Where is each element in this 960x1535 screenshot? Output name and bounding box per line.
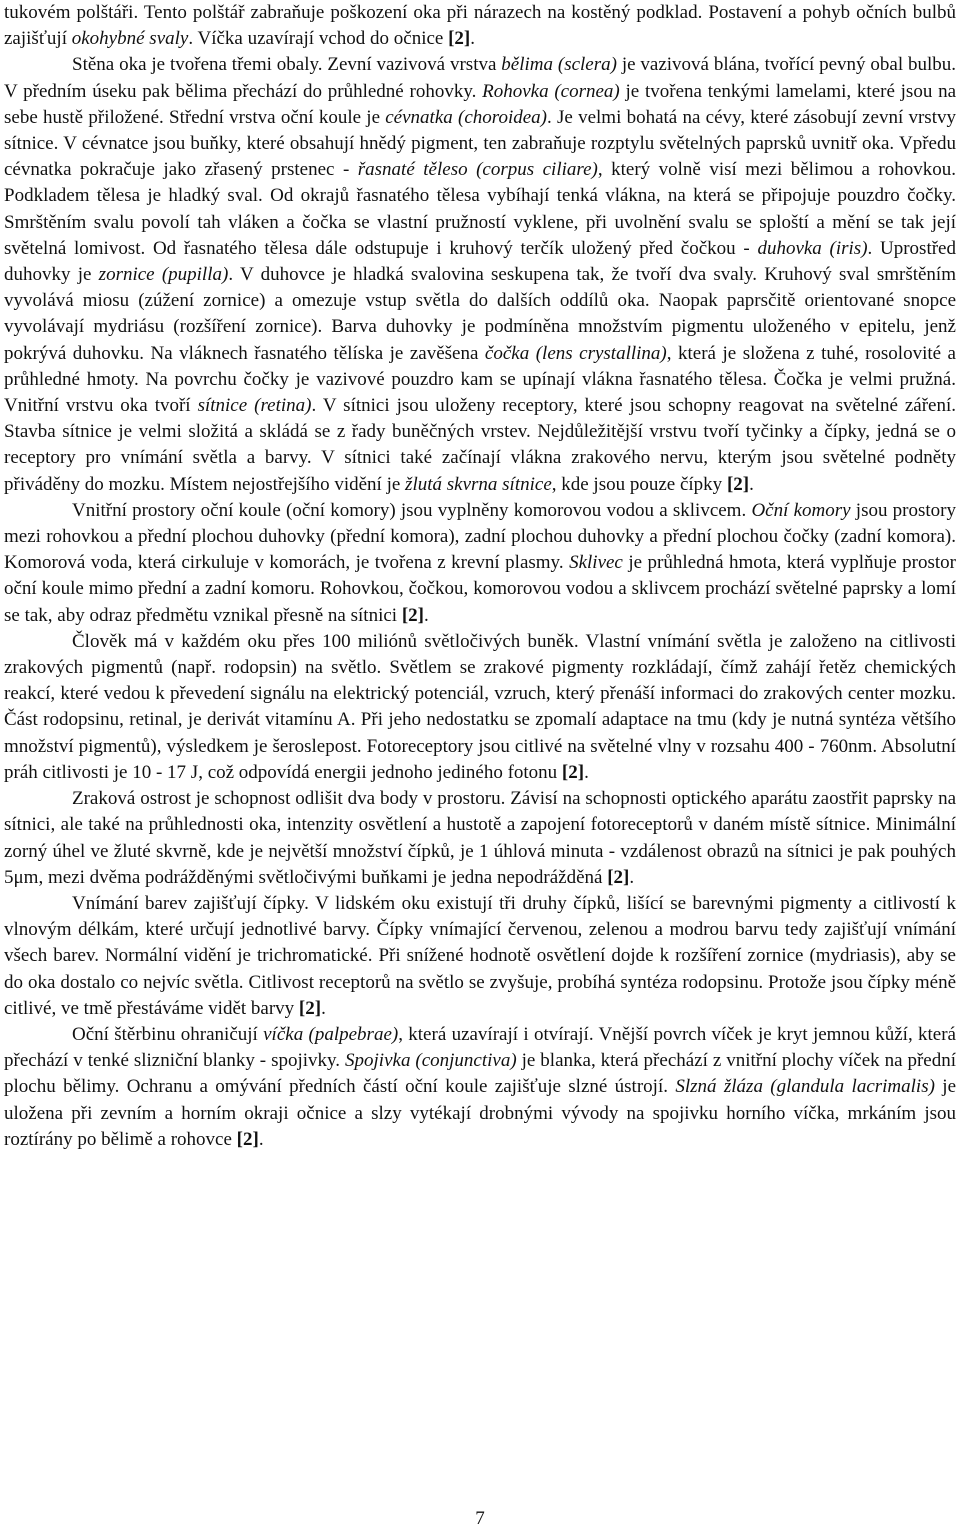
citation: [2] xyxy=(448,28,471,50)
text-run: . xyxy=(749,473,754,495)
paragraph xyxy=(4,786,956,891)
paragraph xyxy=(4,629,956,786)
italic-term: cévnatka (choroidea) xyxy=(385,106,547,128)
text-run: , který volně visí mezi bělimou a rohovkou. Podkladem tělesa je hladký sval. Od okrajů řasnatého tělesa vybíhají tenká vlákna, na která se připojuje pouzdro čočky. Smrštěním svalu povolí tah vláken a čočka se vlastní pružností vyklene, při uvolnění svalu se sploští a mění se tak její světelná lomivost. Od řasnatého tělesa dále odstupuje i kruhový terčík uložený před čočkou - xyxy=(4,159,957,259)
page-number: 7 xyxy=(475,1508,485,1529)
text-run: je tvořena tenkými lamelami, které jsou na sebe hustě přiložené. Střední vrstva oční koule je xyxy=(4,80,957,128)
text-run: . xyxy=(423,604,429,626)
italic-term: okohybné svaly xyxy=(71,28,189,50)
citation: [2] xyxy=(726,473,750,495)
text-run: , která uzavírají i otvírají. Vnější povrch víček je kryt jemnou kůží, která přechází v tenké slizniční blanky - spojivky. xyxy=(4,1023,956,1072)
italic-term: Slzná žláza (glandula lacrimalis) xyxy=(675,1076,935,1098)
italic-term: bělima (sclera) xyxy=(501,54,617,76)
text-run: je blanka, která přechází z vnitřní plochy víček na přední plochu bělimy. Ochranu a omývání předních částí oční koule zajišťuje slzné ústrojí. xyxy=(4,1050,957,1098)
text-run: . xyxy=(629,866,635,888)
italic-term: víčka (palpebrae) xyxy=(263,1023,399,1045)
text-run: jsou prostory mezi rohovkou a přední plochou duhovky (přední komora), zadní plochou duhovky a přední plochou čočky (zadní komora). Komorová voda, která cirkuluje v komorách, je tvořena z krevní plasmy. xyxy=(4,499,957,574)
citation: [2] xyxy=(236,1128,259,1150)
italic-term: duhovka (iris) xyxy=(757,237,868,259)
italic-term: Oční komory xyxy=(751,499,851,521)
italic-term: sítnice (retina) xyxy=(197,395,312,417)
text-run: . xyxy=(258,1128,264,1150)
text-run: . xyxy=(321,997,326,1019)
text-run: . V sítnici jsou uloženy receptory, které jsou schopny reagovat na světelné záření. Stavba sítnice je velmi složitá a skládá se z řady buněčných vrstev. Nejdůležitější vrstvu tvoří tyčinky a čípky, jedná se o receptory pro vnímání světla a barvy. V sítnici také začínají vlákna zrakového nervu, kterým jsou světelné podněty přiváděny do mozku. Místem nejostřejšího vidění je xyxy=(4,395,957,495)
paragraph xyxy=(4,52,956,497)
italic-term: Rohovka (cornea) xyxy=(482,80,620,102)
italic-term: čočka (lens crystallina) xyxy=(484,342,667,364)
citation: [2] xyxy=(401,604,424,626)
paragraph xyxy=(4,891,956,1022)
text-run: Člověk má v každém oku přes 100 miliónů světločivých buněk. Vlastní vnímání světla je založeno na citlivosti zrakových pigmentů (např. rodopsin) na světlo. Světlem se zrakové pigmenty rozkládají, čímž zahájí řetěz chemických reakcí, které vedou k převedení signálu na elektrický potenciál, vzruch, který přenáší informaci do zrakových center mozku. Část rodopsinu, retinal, je derivát vitamínu A. Při jeho nedostatku se zpomalí adaptace na tmu (kdy je nutná syntéza většího množství pigmentů), výsledkem je šeroslepost. Fotoreceptory jsou citlivé na světelné vlny v rozsahu 400 - 760nm. Absolutní práh citlivosti je 10 - 17 J, což odpovídá energii jednoho jediného fotonu xyxy=(4,630,956,783)
text-run: Stěna oka je tvořena třemi obaly. Zevní vazivová vrstva xyxy=(72,54,502,76)
citation: [2] xyxy=(298,997,322,1019)
text-run: . xyxy=(584,761,589,783)
text-run: , která je složena z tuhé, rosolovité a průhledné hmoty. Na povrchu čočky je vazivové pouzdro kam se upínají vlákna řasnatého tělesa. Čočka je velmi pružná. Vnitřní vrstvu oka tvoří xyxy=(4,342,956,417)
text-run: , kde jsou pouze čípky xyxy=(551,473,727,495)
text-run: Vnímání barev zajišťují čípky. V lidském oku existují tři druhy čípků, lišící se barevnými pigmenty a citlivostí k vlnovým délkám, které určují jednotlivé barvy. Čípky vnímající červenou, zelenou a modrou barvu tedy zajišťují vnímání všech barev. Normální vidění je trichromatické. Při snížené hodnotě osvětlení dojde k rozšíření zornice (mydriasis), aby se do oka dostalo co nejvíc světla. Citlivost receptorů na světlo se zvyšuje, probíhá syntéza rodopsinu. Protože jsou čípky méně citlivé, ve tmě přestáváme vidět barvy xyxy=(4,892,956,1019)
text-run: . xyxy=(470,28,475,50)
italic-term: řasnaté těleso (corpus ciliare) xyxy=(357,159,598,181)
paragraph xyxy=(4,1022,956,1153)
italic-term: Sklivec xyxy=(569,552,623,574)
text-run: je vazivová blána, tvořící pevný obal bulbu. V předním úseku pak bělima přechází do průhledné rohovky. xyxy=(4,54,956,102)
paragraph xyxy=(4,498,956,629)
italic-term: žlutá skvrna sítnice xyxy=(405,473,552,495)
citation: [2] xyxy=(607,866,630,888)
text-run: Vnitřní prostory oční koule (oční komory) jsou vyplněny komorovou vodou a sklivcem. xyxy=(72,499,752,521)
text-run: . Víčka uzavírají vchod do očnice xyxy=(188,28,449,50)
italic-term: Spojivka (conjunctiva) xyxy=(345,1050,517,1072)
text-run: . Je velmi bohatá na cévy, které zásobují zevní vrstvy sítnice. V cévnatce jsou buňky, které obsahují hnědý pigment, ten zabraňuje rozptylu světelných paprsků uvnitř oka. Vpředu cévnatka pokračuje jako zřasený prstenec - xyxy=(4,106,956,181)
text-run: je průhledná hmota, která vyplňuje prostor oční koule mimo přední a zadní komoru. Rohovkou, čočkou, komorovou vodou a sklivcem prochází světelné paprsky a lomí se tak, aby odraz předmětu vznikal přesně na sítnici xyxy=(4,552,957,626)
italic-term: zornice (pupilla) xyxy=(98,264,229,286)
document-page xyxy=(4,0,956,1153)
text-run: tukovém polštáři. Tento polštář zabraňuje poškození oka při nárazech na kostěný podklad. Postavení a pohyb očních bulbů zajišťují xyxy=(4,2,956,50)
text-run: je uložena při zevním a horním okraji očnice a slzy vytékají drobnými vývody na spojivku horního víčka, mrkáním jsou roztírány po bělimě a rohovce xyxy=(4,1076,957,1150)
paragraph xyxy=(4,0,956,52)
citation: [2] xyxy=(561,761,585,783)
text-run: Oční štěrbinu ohraničují xyxy=(72,1023,264,1045)
text-run: Zraková ostrost je schopnost odlišit dva body v prostoru. Závisí na schopnosti optického aparátu zaostřit paprsky na sítnici, ale také na průhlednosti oka, intenzity osvětlení a hustotě a zapojení fotoreceptorů v daném místě sítnice. Minimální zorný úhel ve žluté skvrně, kde je největší množství čípků, je 1 úhlová minuta - vzdálenost obrazů na sítnici je pak pouhých 5μm, mezi dvěma podrážděnými světločivými buňkami je jedna nepodrážděná xyxy=(4,788,956,888)
text-run: . Uprostřed duhovky je xyxy=(4,237,956,286)
text-run: . V duhovce je hladká svalovina seskupena tak, že tvoří dva svaly. Kruhový sval smrštěním vyvolává miosu (zúžení zornice) a omezuje vstup světla do dalších oddílů oka. Naopak paprsčitě orientované snopce vyvolávají mydriásu (rozšíření zornice). Barva duhovky je podmíněna množstvím pigmentu uloženého v epitelu, jenž pokrývá duhovku. Na vláknech řasnatého tělíska je zavěšena xyxy=(4,264,956,364)
